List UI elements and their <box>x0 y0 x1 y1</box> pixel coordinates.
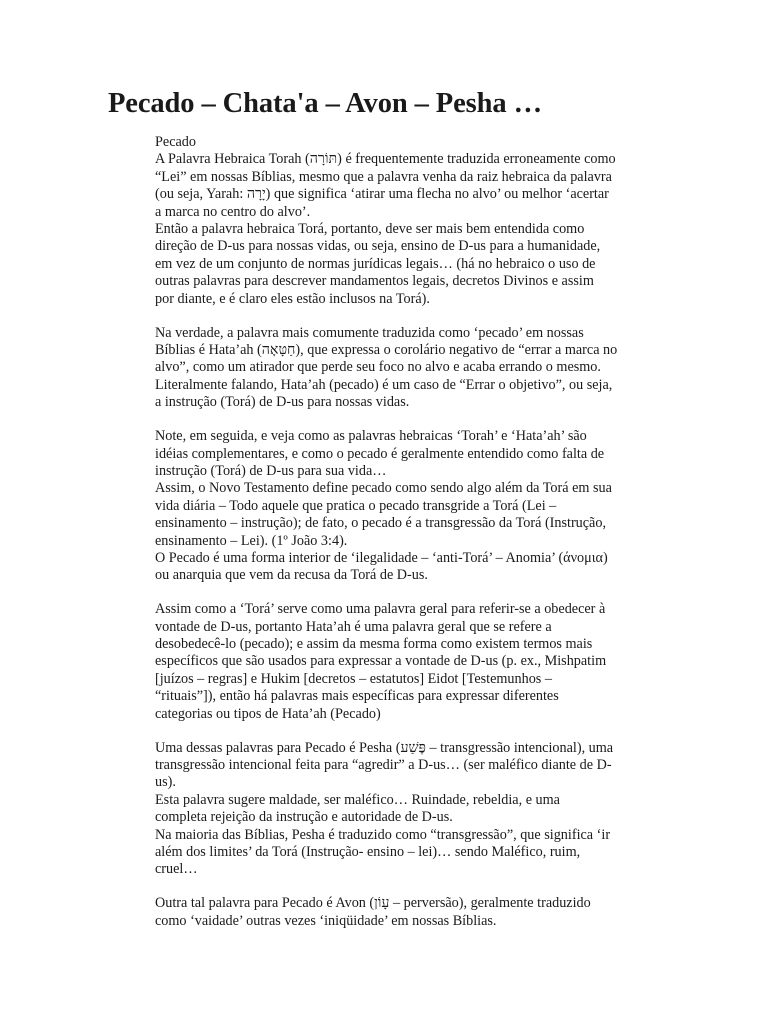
section-heading: Pecado <box>155 134 196 150</box>
text-line: cruel… <box>155 861 198 878</box>
document-body <box>155 134 665 930</box>
text-line: A Palavra Hebraica Torah (תּוֹרָה) é frequentemente traduzida erroneamente como <box>155 151 616 168</box>
text-line: outras palavras para descrever mandamentos legais, decretos Divinos e assim <box>155 273 594 290</box>
text-line: direção de D-us para nossas vidas, ou seja, ensino de D-us para a humanidade, <box>155 238 601 255</box>
text-line: Literalmente falando, Hata’ah (pecado) é um caso de “Errar o objetivo”, ou seja, <box>155 376 613 393</box>
text-line: vida diária – Todo aquele que pratica o pecado transgride a Torá (Lei – <box>155 497 557 514</box>
text-line: a instrução (Torá) de D-us para nossas vidas. <box>155 394 410 411</box>
paragraph-gap <box>155 308 665 325</box>
text-line: us). <box>155 774 176 791</box>
text-line: Na maioria das Bíblias, Pesha é traduzido como “transgressão”, que significa ‘ir <box>155 826 611 843</box>
text-line: ensinamento – Lei). (1º João 3:4). <box>155 532 348 549</box>
text-line: transgressão intencional feita para “agredir” a D-us… (ser maléfico diante de D- <box>155 757 612 773</box>
text-line: Bíblias é Hata’ah (חַטָּאָה), que expressa o corolário negativo de “errar a marca no <box>155 341 618 358</box>
text-line: [juízos – regras] e Hukim [decretos – estatutos] Eidot [Testemunhos – <box>155 670 552 687</box>
paragraph-gap <box>155 723 665 740</box>
paragraph-gap <box>155 412 665 429</box>
text-line: instrução (Torá) de D-us para sua vida… <box>155 462 387 479</box>
text-line: ou anarquia que vem da recusa da Torá de D-us. <box>155 567 428 584</box>
text-line: por diante, e é claro eles estão inclusos na Torá). <box>155 290 430 307</box>
paragraph-gap <box>155 585 665 602</box>
text-line: como ‘vaidade’ outras vezes ‘iniqüidade’ em nossas Bíblias. <box>155 912 497 929</box>
text-line: “Lei” em nossas Bíblias, mesmo que a palavra venha da raiz hebraica da palavra <box>155 168 612 185</box>
text-line: ensinamento – instrução); de fato, o pecado é a transgressão da Torá (Instrução, <box>155 515 606 532</box>
document-title: Pecado – Chata'a – Avon – Pesha … <box>108 88 542 119</box>
text-line: desobedecê-lo (pecado); e assim da mesma forma como existem termos mais <box>155 636 593 653</box>
text-line: O Pecado é uma forma interior de ‘ilegalidade – ‘anti-Torá’ – Anomia’ (άνομια) <box>155 549 608 566</box>
text-line: Uma dessas palavras para Pecado é Pesha (פֶּשַׁע – transgressão intencional), uma <box>155 739 614 756</box>
text-line: vontade de D-us, portanto Hata’ah é uma palavra geral que se refere a <box>155 618 552 635</box>
text-line: Assim, o Novo Testamento define pecado como sendo algo além da Torá em sua <box>155 480 612 497</box>
text-line: “rituais”]), então há palavras mais específicas para expressar diferentes <box>155 688 559 705</box>
text-line: Na verdade, a palavra mais comumente traduzida como ‘pecado’ em nossas <box>155 324 584 341</box>
text-line: a marca no centro do alvo’. <box>155 203 311 220</box>
text-line: completa rejeição da instrução e autoridade de D-us. <box>155 809 453 826</box>
text-line: Outra tal palavra para Pecado é Avon (עָוֹן – perversão), geralmente traduzido <box>155 895 591 912</box>
text-line: Note, em seguida, e veja como as palavras hebraicas ‘Torah’ e ‘Hata’ah’ são <box>155 428 587 445</box>
text-line: Então a palavra hebraica Torá, portanto, deve ser mais bem entendida como <box>155 221 585 238</box>
text-line: além dos limites’ da Torá (Instrução- ensino – lei)… sendo Maléfico, ruim, <box>155 844 581 861</box>
paragraph-gap <box>155 879 665 896</box>
text-line: (ou seja, Yarah: יָרָה) que significa ‘atirar uma flecha no alvo’ ou melhor ‘acertar <box>155 186 609 203</box>
text-line: categorias ou tipos de Hata’ah (Pecado) <box>155 705 381 722</box>
text-line: Esta palavra sugere maldade, ser maléfico… Ruindade, rebeldia, e uma <box>155 791 560 808</box>
text-line: específicos que são usados para expressar a vontade de D-us (p. ex., Mishpatim <box>155 653 607 670</box>
text-line: alvo”, como um atirador que perde seu foco no alvo e acaba errando o mesmo. <box>155 359 601 376</box>
text-line: Assim como a ‘Torá’ serve como uma palavra geral para referir-se a obedecer à <box>155 601 606 618</box>
text-line: em vez de um conjunto de normas jurídicas legais… (há no hebraico o uso de <box>155 255 596 272</box>
text-line: idéias complementares, e como o pecado é geralmente entendido como falta de <box>155 445 605 462</box>
